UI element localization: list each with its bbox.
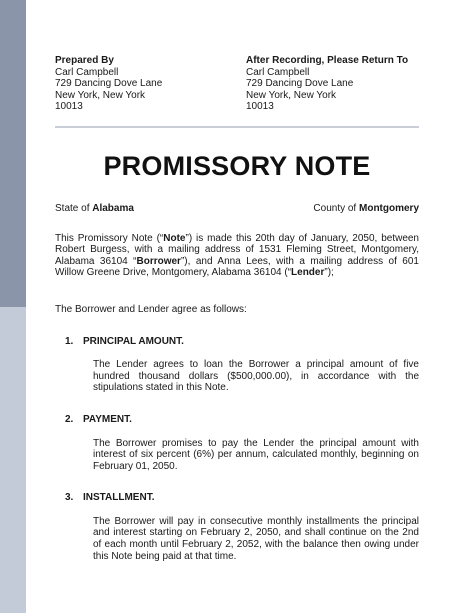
prepared-by-name: Carl Campbell [55,66,119,78]
county-value: Montgomery [359,202,419,214]
section-payment [55,414,419,472]
intro-text-3: ”), and Anna Lees, with a mailing address of 601 Willow Greene Drive, Montgomery, Alabama 36104 (“ [55,255,419,279]
return-to-zip: 10013 [246,101,274,113]
section-principal-amount [55,336,419,394]
section-title: PRINCIPAL AMOUNT. [83,335,184,347]
section-number: 3. [65,492,74,504]
sidebar-accent-light [0,307,26,613]
section-title: INSTALLMENT. [83,492,155,504]
section-body: The Borrower will pay in consecutive monthly installments the principal and interest starting on February 2, 2050, and shall continue on the 2nd of each month until February 2, 2052, with the balance then owing under this Note being paid at that time. [93,515,419,562]
intro-paragraph [55,233,419,279]
section-heading [55,414,419,426]
intro-text-2: ”) is made this 20th day of January, 2050, between Robert Burgess, with a mailing address of 1531 Fleming Street, Montgomery, Alabama 36104 “ [55,232,419,267]
state-value: Alabama [92,202,134,214]
prepared-by-zip: 10013 [55,101,83,113]
intro-text-1: This Promissory Note (“ [55,232,164,244]
agreement-statement: The Borrower and Lender agree as follows: [55,303,247,315]
return-to-name: Carl Campbell [246,66,310,78]
return-to-heading: After Recording, Please Return To [246,55,409,66]
section-heading [55,336,419,348]
return-to-block [246,55,419,113]
return-to-street: 729 Dancing Dove Lane [246,78,354,90]
section-number: 2. [65,413,74,425]
state-field [55,203,134,215]
section-installment [55,492,419,562]
prepared-by-street: 729 Dancing Dove Lane [55,78,163,90]
document-page [55,55,419,562]
section-body: The Borrower promises to pay the Lender the principal amount with interest of six percent (6%) per annum, calculated monthly, beginning on February 01, 2050. [93,437,419,472]
state-label: State of [55,202,90,214]
section-heading [55,492,419,504]
document-header [55,55,419,113]
section-number: 1. [65,335,74,347]
sidebar-accent-dark [0,0,26,307]
header-divider [55,126,419,128]
intro-text-4: ”); [324,267,334,279]
county-label: County of [313,202,357,214]
prepared-by-city: New York, New York [55,89,146,101]
section-title: PAYMENT. [83,413,132,425]
lender-term: Lender [291,267,325,279]
note-term: Note [163,232,186,244]
document-title: PROMISSORY NOTE [103,150,371,181]
return-to-city: New York, New York [246,89,337,101]
prepared-by-heading: Prepared By [55,55,114,66]
jurisdiction-row [55,203,419,215]
borrower-term: Borrower [136,255,181,267]
prepared-by-block [55,55,246,113]
section-body: The Lender agrees to loan the Borrower a principal amount of five hundred thousand dollars ($500,000.00), in accordance with the stipulations stated in this Note. [93,359,419,394]
county-field [313,203,419,215]
